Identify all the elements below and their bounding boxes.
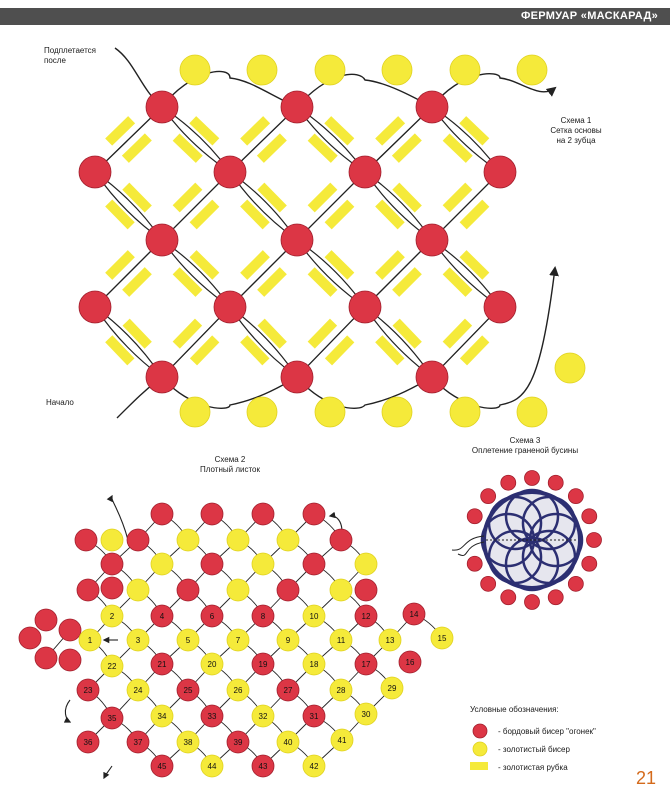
bead-number-28: 28 — [336, 686, 346, 695]
page-number: 21 — [635, 768, 656, 788]
red-bead — [77, 579, 99, 601]
red-bead — [277, 579, 299, 601]
thread-arrow — [104, 766, 112, 778]
bead-number-6: 6 — [209, 612, 215, 621]
bead-number-29: 29 — [387, 684, 397, 693]
bead-number-37: 37 — [133, 738, 143, 747]
bead-number-12: 12 — [361, 612, 371, 621]
bead-number-1: 1 — [87, 636, 93, 645]
bead-number-7: 7 — [235, 636, 241, 645]
bead-number-34: 34 — [157, 712, 167, 721]
bead-number-25: 25 — [183, 686, 193, 695]
red-bead — [201, 503, 223, 525]
red-bead — [330, 529, 352, 551]
red-bead — [568, 576, 583, 591]
thread-arrow — [65, 700, 70, 722]
red-bead — [355, 579, 377, 601]
yellow-bead — [355, 553, 377, 575]
scheme1-label-start: Начало — [46, 398, 74, 407]
bead-number-8: 8 — [260, 612, 266, 621]
red-bead — [59, 649, 81, 671]
bead-number-38: 38 — [183, 738, 193, 747]
woven-after-line1: Подплетается — [44, 46, 96, 55]
bead-number-22: 22 — [107, 662, 117, 671]
yellow-bead — [151, 553, 173, 575]
red-bead — [35, 647, 57, 669]
red-bead — [19, 627, 41, 649]
legend-item-bugle-text: - золотистая рубка — [498, 763, 568, 772]
bead-number-33: 33 — [207, 712, 217, 721]
bead-number-10: 10 — [309, 612, 319, 621]
bead-number-42: 42 — [309, 762, 319, 771]
bead-number-27: 27 — [283, 686, 293, 695]
yellow-bead — [177, 529, 199, 551]
bead-number-4: 4 — [159, 612, 165, 621]
red-bead — [177, 579, 199, 601]
bead-number-36: 36 — [83, 738, 93, 747]
red-bead — [201, 553, 223, 575]
yellow-bead — [330, 579, 352, 601]
bead-number-24: 24 — [133, 686, 143, 695]
bead-number-41: 41 — [337, 736, 347, 745]
red-bead — [582, 556, 597, 571]
yellow-bead — [127, 579, 149, 601]
red-bead — [587, 533, 602, 548]
bead-number-39: 39 — [233, 738, 243, 747]
legend-title: Условные обозначения: — [470, 705, 559, 714]
red-bead — [501, 475, 516, 490]
red-bead — [467, 556, 482, 571]
bead-number-35: 35 — [107, 714, 117, 723]
bead-number-40: 40 — [283, 738, 293, 747]
scheme3-title: Схема 3 — [509, 436, 541, 445]
bead-number-20: 20 — [207, 660, 217, 669]
bead-number-43: 43 — [258, 762, 268, 771]
red-bead — [75, 529, 97, 551]
red-bead — [59, 619, 81, 641]
bugle-bead-icon — [470, 762, 488, 770]
bead-number-30: 30 — [361, 710, 371, 719]
bead-number-44: 44 — [207, 762, 217, 771]
scheme3-subtitle: Оплетение граненой бусины — [471, 446, 579, 455]
thread-line — [458, 542, 484, 555]
yellow-bead-icon — [473, 742, 487, 756]
bead-number-5: 5 — [185, 636, 191, 645]
legend-item-red-text: - бордовый бисер "огонек" — [498, 727, 596, 736]
red-bead — [101, 553, 123, 575]
scheme1-subtitle-line2: на 2 зубца — [556, 136, 596, 145]
page-title: ФЕРМУАР «МАСКАРАД» — [520, 10, 658, 22]
red-bead — [501, 590, 516, 605]
red-bead — [548, 475, 563, 490]
bead-number-11: 11 — [336, 636, 346, 645]
yellow-bead — [227, 529, 249, 551]
bead-number-21: 21 — [157, 660, 167, 669]
red-bead — [467, 509, 482, 524]
red-bead — [252, 503, 274, 525]
red-bead — [35, 609, 57, 631]
bead-number-9: 9 — [285, 636, 291, 645]
red-bead — [151, 503, 173, 525]
yellow-bead — [101, 529, 123, 551]
bead-number-18: 18 — [309, 660, 319, 669]
red-bead — [568, 489, 583, 504]
yellow-bead — [252, 553, 274, 575]
red-bead — [582, 509, 597, 524]
bead-number-31: 31 — [309, 712, 319, 721]
bead-number-19: 19 — [258, 660, 268, 669]
bead-number-2: 2 — [109, 612, 115, 621]
scheme1-subtitle-line1: Сетка основы — [550, 126, 602, 135]
bead-number-15: 15 — [437, 634, 447, 643]
yellow-bead — [227, 579, 249, 601]
bead-number-16: 16 — [405, 658, 415, 667]
scheme2-subtitle: Плотный листок — [200, 465, 260, 474]
bead-number-32: 32 — [258, 712, 268, 721]
bead-number-3: 3 — [135, 636, 141, 645]
red-bead — [101, 577, 123, 599]
scheme2-title: Схема 2 — [214, 455, 246, 464]
red-bead — [303, 553, 325, 575]
red-bead — [548, 590, 563, 605]
bead-number-17: 17 — [361, 660, 371, 669]
red-bead — [525, 471, 540, 486]
red-bead — [303, 503, 325, 525]
red-bead — [127, 529, 149, 551]
bead-number-13: 13 — [385, 636, 395, 645]
woven-after-line2: после — [44, 56, 66, 65]
red-bead — [481, 576, 496, 591]
red-bead-icon — [473, 724, 487, 738]
red-bead — [525, 595, 540, 610]
bead-number-26: 26 — [233, 686, 243, 695]
scheme1-title: Схема 1 — [560, 116, 592, 125]
legend-item-yellow-text: - золотистый бисер — [498, 745, 570, 754]
red-bead — [481, 489, 496, 504]
yellow-bead — [277, 529, 299, 551]
bead-number-23: 23 — [83, 686, 93, 695]
bead-number-14: 14 — [409, 610, 419, 619]
bead-number-45: 45 — [157, 762, 167, 771]
